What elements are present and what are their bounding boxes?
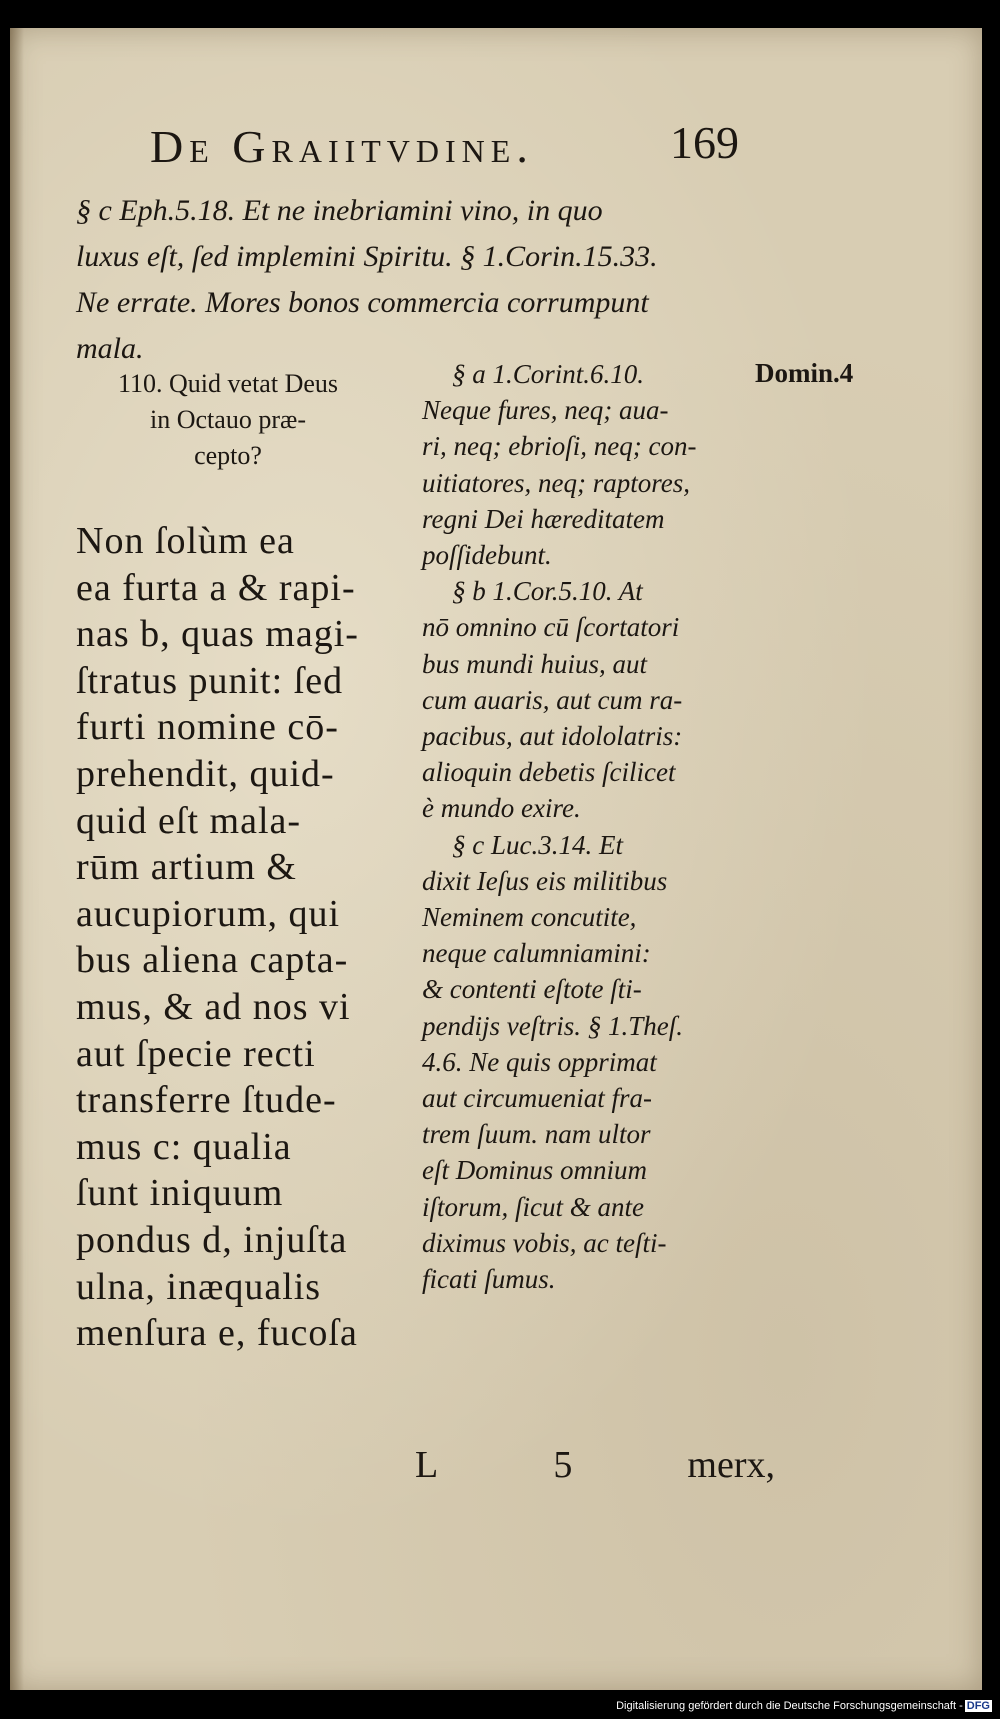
body-line: mus, & ad nos vi [76, 985, 351, 1028]
body-line: ſunt iniquum [76, 1172, 284, 1215]
body-line: nas b, quas magi- [76, 613, 359, 656]
catchword: merx, [687, 1444, 775, 1486]
top-note-line: § c Eph.5.18. Et ne inebriamini vino, in quo [76, 194, 603, 227]
body-line: pondus d, injuſta [76, 1218, 348, 1261]
body-line: aut ſpecie recti [76, 1032, 316, 1075]
top-notes [76, 188, 776, 372]
running-header: De Graiitvdine. [150, 121, 534, 172]
note-line: trem ſuum. nam ultor [422, 1119, 651, 1150]
note-line: pendijs veſtris. § 1.Theſ. [422, 1010, 683, 1041]
body-line: bus aliena capta- [76, 939, 349, 982]
body-line: ulna, inæqualis [76, 1265, 322, 1308]
note-line: ficati ſumus. [422, 1264, 556, 1295]
note-line: Neque fures, neq; aua- [422, 395, 669, 426]
note-line: uitiatores, neq; raptores, [422, 467, 690, 498]
page-fold-shadow [10, 28, 24, 1690]
digitization-footer [616, 1700, 992, 1712]
note-line: diximus vobis, ac teſti- [422, 1227, 667, 1258]
question-heading [68, 366, 388, 474]
note-line: nō omnino cū ſcortatori [422, 612, 680, 643]
note-line: § a 1.Corint.6.10. [452, 359, 645, 389]
body-text [76, 518, 406, 1357]
note-line: pacibus, aut idololatris: [422, 721, 683, 752]
note-line: aut circumueniat fra- [422, 1083, 652, 1114]
body-line: menſura e, fucoſa [76, 1312, 358, 1355]
body-line: Non ſolùm ea [76, 520, 295, 562]
body-line: furti nomine cō- [76, 706, 339, 749]
body-line: rūm artium & [76, 846, 297, 889]
note-line: bus mundi huius, aut [422, 648, 648, 679]
margin-note: Domin.4 [755, 358, 854, 388]
body-line: mus c: qualia [76, 1125, 292, 1168]
note-line: neque calumniamini: [422, 938, 651, 969]
top-note-line: luxus eſt, ſed implemini Spiritu. § 1.Corin.15.33. [76, 240, 658, 273]
question-line: 110. Quid vetat Deus [118, 369, 338, 398]
book-page [10, 28, 982, 1690]
note-line: iſtorum, ſicut & ante [422, 1191, 644, 1222]
note-line: poſſidebunt. [422, 540, 552, 571]
body-line: transferre ſtude- [76, 1079, 337, 1122]
question-line: cepto? [194, 441, 262, 470]
note-line: cum auaris, aut cum ra- [422, 684, 683, 715]
body-line: quid eſt mala- [76, 799, 302, 842]
right-notes [422, 356, 762, 1297]
note-line: alioquin debetis ſcilicet [422, 757, 676, 788]
body-line: ſtratus punit: ſed [76, 659, 344, 702]
dfg-logo: DFG [966, 1700, 990, 1712]
body-line: prehendit, quid- [76, 752, 335, 795]
question-line: in Octauo præ- [150, 405, 306, 434]
footer-text: Digitalisierung gefördert durch die Deutsche Forschungsgemeinschaft - [616, 1700, 963, 1712]
note-line: ri, neq; ebrioſi, neq; con- [422, 431, 697, 462]
top-note-line: Ne errate. Mores bonos commercia corrumpunt [76, 286, 649, 319]
note-line: Neminem concutite, [422, 902, 637, 933]
catchword-line [415, 1443, 775, 1487]
note-line: è mundo exire. [422, 793, 581, 824]
note-line: § c Luc.3.14. Et [452, 829, 623, 860]
body-line: aucupiorum, qui [76, 892, 341, 935]
note-line: 4.6. Ne quis opprimat [422, 1046, 657, 1077]
note-line: regni Dei hæreditatem [422, 503, 665, 534]
signature-number: 5 [553, 1444, 573, 1486]
signature-mark: L [415, 1444, 439, 1486]
note-line: eſt Dominus omnium [422, 1155, 647, 1186]
note-line: § b 1.Cor.5.10. At [452, 576, 643, 607]
note-line: & contenti eſtote ſti- [422, 974, 642, 1005]
body-line: ea furta a & rapi- [76, 566, 356, 609]
page-number: 169 [670, 117, 739, 168]
note-line: dixit Ieſus eis militibus [422, 865, 668, 896]
top-note-line: mala. [76, 332, 144, 365]
